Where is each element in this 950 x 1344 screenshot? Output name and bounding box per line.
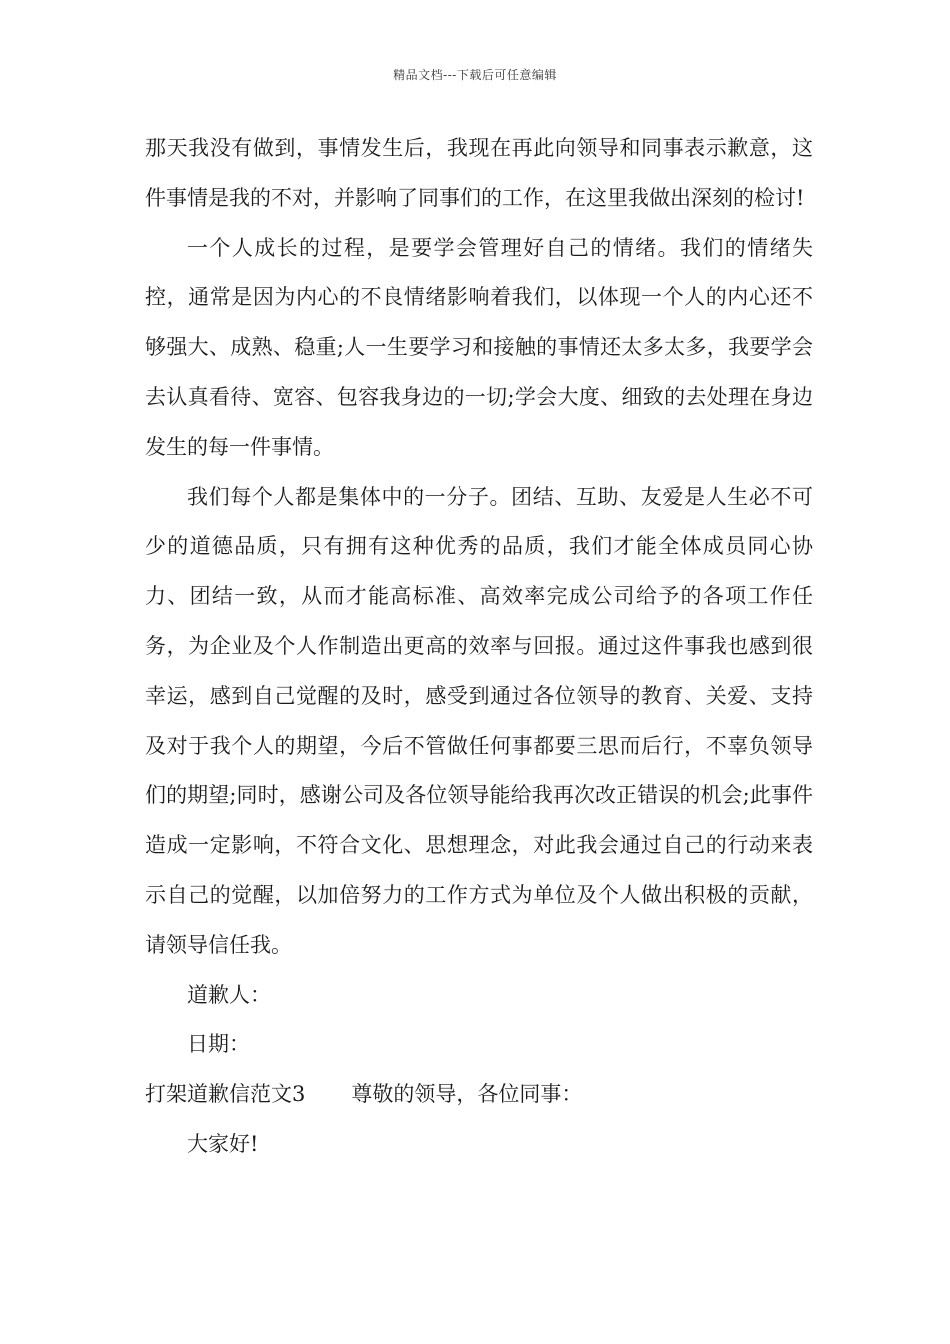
greeting: 大家好! (187, 1131, 259, 1156)
paragraph-3: 我们每个人都是集体中的一分子。团结、互助、友爱是人生必不可少的道德品质，只有拥有这种优秀的品质，我们才能全体成员同心协力、团结一致，从而才能高标准、高效率完成公司给予的各项工作任务，为企业及个人作制造出更高的效率与回报。通过这件事我也感到很幸运，感到自己觉醒的及时，感受到通过各位领导的教育、关爱、支持及对于我个人的期望，今后不管做任何事都要三思而后行，不辜负领导们的期望;同时，感谢公司及各位领导能给我再次改正错误的机会;此事件造成一定影响，不符合文化、思想理念，对此我会通过自己的行动来表示自己的觉醒，以加倍努力的工作方式为单位及个人做出积极的贡献，请领导信任我。 (145, 484, 813, 957)
next-letter-heading (145, 1070, 813, 1120)
paragraph-1: 那天我没有做到，事情发生后，我现在再此向领导和同事表示歉意，这件事情是我的不对，并影响了同事们的工作，在这里我做出深刻的检讨! (145, 136, 813, 210)
next-letter-salutation: 尊敬的领导，各位同事： (351, 1082, 583, 1107)
signer-label: 道歉人： (187, 982, 271, 1007)
next-letter-title: 打架道歉信范文3 (145, 1082, 306, 1107)
page-header: 精品文档---下载后可任意编辑 (393, 68, 557, 82)
document-body (145, 124, 813, 1170)
paragraph-2: 一个人成长的过程，是要学会管理好自己的情绪。我们的情绪失控，通常是因为内心的不良情绪影响着我们，以体现一个人的内心还不够强大、成熟、稳重;人一生要学习和接触的事情还太多太多，我要学会去认真看待、宽容、包容我身边的一切;学会大度、细致的去处理在身边发生的每一件事情。 (145, 235, 813, 459)
date-label: 日期： (187, 1032, 250, 1057)
